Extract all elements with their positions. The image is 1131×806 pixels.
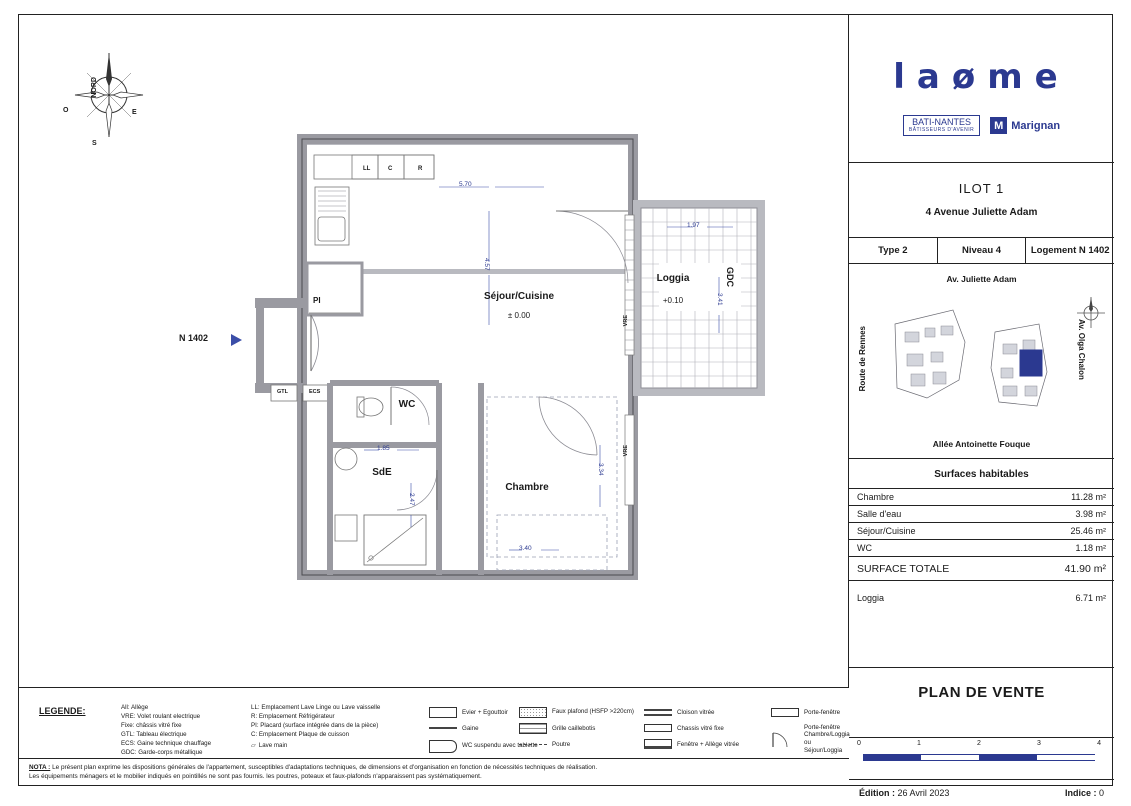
scale-tick: 0 (857, 740, 861, 747)
legend-item-label: Poutre (552, 740, 571, 748)
dim-loggia-depth: 3.41 (716, 293, 723, 306)
edition-group (859, 788, 949, 798)
dim-chambre-depth: 3.34 (597, 463, 604, 476)
room-level-sejour-cuisine: ± 0.00 (507, 311, 531, 320)
legend-item (519, 736, 634, 752)
laome-logo: laøme (893, 57, 1070, 97)
french-door-swing-icon (771, 731, 799, 747)
surface-extra-row (849, 581, 1114, 615)
duct-icon (429, 727, 457, 729)
legend-item-label: Gaine (462, 724, 479, 732)
unit-number: Logement N 1402 (1030, 245, 1110, 256)
tag-vre-sejour: VRE (623, 315, 629, 327)
legend-item-label: Porte-fenêtre Chambre/Loggia ou Séjour/Loggia (804, 723, 850, 754)
tag-placard-pi: PI (313, 296, 321, 305)
surfaces-heading: Surfaces habitables (934, 469, 1029, 480)
surface-label: Chambre (857, 492, 895, 502)
tag-ecs: ECS (309, 389, 321, 395)
marignan-logo (990, 117, 1060, 134)
surface-total-value: 41.90 m² (1064, 563, 1106, 575)
project-address: 4 Avenue Juliette Adam (925, 207, 1038, 218)
legend-symbols-ceiling (519, 704, 634, 752)
surface-value: 1.18 m² (1075, 543, 1106, 553)
lave-main-icon: ▱ (251, 741, 256, 749)
indice-value: 0 (1098, 788, 1104, 798)
legend-item: GTL: Tableau électrique (121, 730, 187, 738)
room-label-chambre: Chambre (505, 482, 549, 493)
legend-item-label: Chassis vitré fixe (677, 724, 724, 732)
scale-bar-graphic (863, 754, 1095, 761)
legend-item: PI: Placard (surface intégrée dans de la pièce) (251, 721, 379, 729)
plan-sheet (18, 14, 1113, 798)
edition-block (849, 780, 1114, 806)
situation-street-top: Av. Juliette Adam (946, 274, 1017, 284)
legend-column-appliances (251, 704, 380, 751)
false-ceiling-icon (519, 707, 547, 718)
legend-item (771, 704, 850, 720)
legend-item-label: Evier + Egouttoir (462, 708, 508, 716)
surface-label: Séjour/Cuisine (857, 526, 916, 536)
legend-item (251, 742, 380, 751)
legend-item: R: Emplacement Réfrigérateur (251, 712, 335, 720)
beam-icon (519, 744, 547, 745)
indice-label: Indice : (1064, 788, 1097, 798)
surface-label: WC (857, 543, 872, 553)
compass-west-label: O (63, 107, 69, 114)
surface-total-label: SURFACE TOTALE (857, 563, 950, 575)
nota-text-1: Le présent plan exprime les dispositions générales de l'appartement, susceptibles d'adaptations techniques, de dimensions et d'organisation en fonction de nécessités techniques de réalisation. (52, 763, 598, 771)
surface-value: 3.98 m² (1075, 509, 1106, 519)
legend-item: ECS: Gaine technique chauffage (121, 739, 212, 747)
legend-item-label: Grille caillebotis (552, 724, 596, 732)
legend-item (771, 723, 850, 754)
project-block (849, 163, 1114, 238)
scale-tick: 1 (917, 740, 921, 747)
legend-item-label: Faux plafond (HSFP >220cm) (552, 708, 634, 716)
fixed-glazing-icon (644, 724, 672, 732)
scale-tick: 4 (1097, 740, 1101, 747)
compass-north-label: NORD (91, 77, 98, 98)
edition-value: 26 Avril 2023 (897, 788, 950, 798)
plan-title-block (849, 668, 1114, 738)
legend-item (644, 704, 739, 720)
compass-south-label: S (92, 140, 97, 147)
surface-total-row (849, 557, 1114, 580)
legend-item-label: Porte-fenêtre (804, 708, 841, 716)
nota-label: NOTA : (29, 763, 51, 771)
legend-item (644, 736, 739, 752)
situation-street-bottom: Allée Antoinette Fouque (932, 439, 1031, 449)
bati-nantes-tagline: BÂTISSEURS D'AVENIR (908, 126, 975, 133)
unit-type: Type 2 (849, 238, 938, 263)
legend-item (519, 720, 634, 736)
tag-gtl: GTL (277, 389, 288, 395)
legend-item-label: Cloison vitrée (677, 708, 715, 716)
ilot-title: ILOT 1 (958, 181, 1005, 196)
room-level-loggia: +0.10 (662, 296, 684, 305)
french-door-icon (771, 708, 799, 717)
legend-column-abbreviations (121, 704, 211, 758)
floor-plan-area (19, 15, 849, 687)
plan-de-vente-title: PLAN DE VENTE (918, 684, 1045, 701)
legend-item-label: WC suspendu avec tablette (462, 742, 538, 750)
situation-street-right: Av. Olga Chalon (1077, 319, 1086, 380)
scale-bar-block (849, 738, 1114, 780)
tag-cuisson: C (388, 166, 393, 172)
dim-sde-width: 1.85 (377, 445, 390, 452)
unit-tag-label: N 1402 (179, 333, 209, 343)
sink-icon (429, 707, 457, 718)
room-label-sde: SdE (372, 467, 392, 478)
surface-extra-label: Loggia (857, 593, 885, 603)
legend-item-label: Lave main (258, 741, 288, 749)
legend-symbols-doors (771, 704, 850, 752)
legend-title: LEGENDE: (39, 706, 86, 716)
tag-vre-chambre: VRE (623, 445, 629, 457)
scale-tick: 2 (977, 740, 981, 747)
situation-compass-icon (1074, 294, 1108, 328)
dim-loggia-width: 1.97 (687, 222, 700, 229)
surface-value: 11.28 m² (1071, 492, 1106, 502)
room-label-wc: WC (398, 399, 416, 410)
legend-area (19, 687, 849, 786)
tag-lave-linge: LL (363, 166, 371, 172)
dim-sejour-width: 5.70 (459, 181, 472, 188)
marignan-name: Marignan (1011, 119, 1061, 132)
bati-nantes-logo (903, 115, 980, 136)
glass-partition-icon (644, 709, 672, 716)
info-panel (849, 15, 1114, 798)
surface-row (849, 523, 1114, 539)
surface-value: 25.46 m² (1070, 526, 1106, 536)
scale-tick-labels (857, 740, 1101, 747)
bati-nantes-name: BATI-NANTES (912, 117, 971, 127)
dim-sde-depth: 2.47 (408, 493, 415, 506)
legend-symbols-glazing (644, 704, 739, 752)
situation-street-left: Route de Rennes (858, 326, 867, 392)
room-label-sejour-cuisine: Séjour/Cuisine (483, 291, 554, 302)
indice-group (1065, 788, 1104, 798)
dim-sejour-depth: 4.57 (483, 258, 490, 271)
window-sill-icon (644, 739, 672, 749)
legend-item: All: Allège (121, 704, 149, 711)
legend-item: Fixe: châssis vitré fixe (121, 721, 182, 729)
edition-label: Édition : (859, 788, 895, 798)
scale-tick: 3 (1037, 740, 1041, 747)
grating-icon (519, 723, 547, 734)
unit-identity-row (849, 238, 1114, 264)
nota-block (19, 758, 849, 786)
dim-chambre-width: 3.40 (519, 545, 532, 552)
legend-item: LL: Emplacement Lave Linge ou Lave vaisselle (251, 704, 381, 711)
legend-item: C: Emplacement Plaque de cuisson (251, 730, 350, 738)
floor-plan-drawing (19, 15, 849, 687)
legend-item (644, 720, 739, 736)
surface-label: Salle d'eau (857, 509, 902, 519)
surfaces-block (849, 459, 1114, 668)
surface-extra-value: 6.71 m² (1075, 593, 1106, 603)
room-label-loggia: Loggia (656, 273, 690, 284)
situation-mini-map (887, 302, 1062, 422)
tag-gdc: GDC (725, 267, 735, 287)
situation-map-block (849, 274, 1114, 459)
legend-item (519, 704, 634, 720)
wc-icon (429, 740, 457, 753)
legend-item-label: Fenêtre + Allège vitrée (677, 740, 740, 748)
nota-line-1 (29, 763, 839, 773)
nota-text-2: Les équipements ménagers et le mobilier indiqués en pointillés ne sont pas fournis. les poutres, poteaux et faux-plafonds n'apparaissent pas systématiquement. (29, 773, 482, 781)
marignan-mark-icon: M (990, 117, 1007, 134)
surface-row (849, 540, 1114, 556)
legend-item: VRE: Volet roulant electrique (121, 712, 201, 720)
compass-east-label: E (132, 109, 137, 116)
surface-row (849, 489, 1114, 505)
surface-row (849, 506, 1114, 522)
legend-item: GDC: Garde-corps métallique (121, 748, 203, 756)
tag-refrigerateur: R (418, 166, 423, 172)
branding-block (849, 15, 1114, 163)
unit-level: Niveau 4 (938, 238, 1027, 263)
